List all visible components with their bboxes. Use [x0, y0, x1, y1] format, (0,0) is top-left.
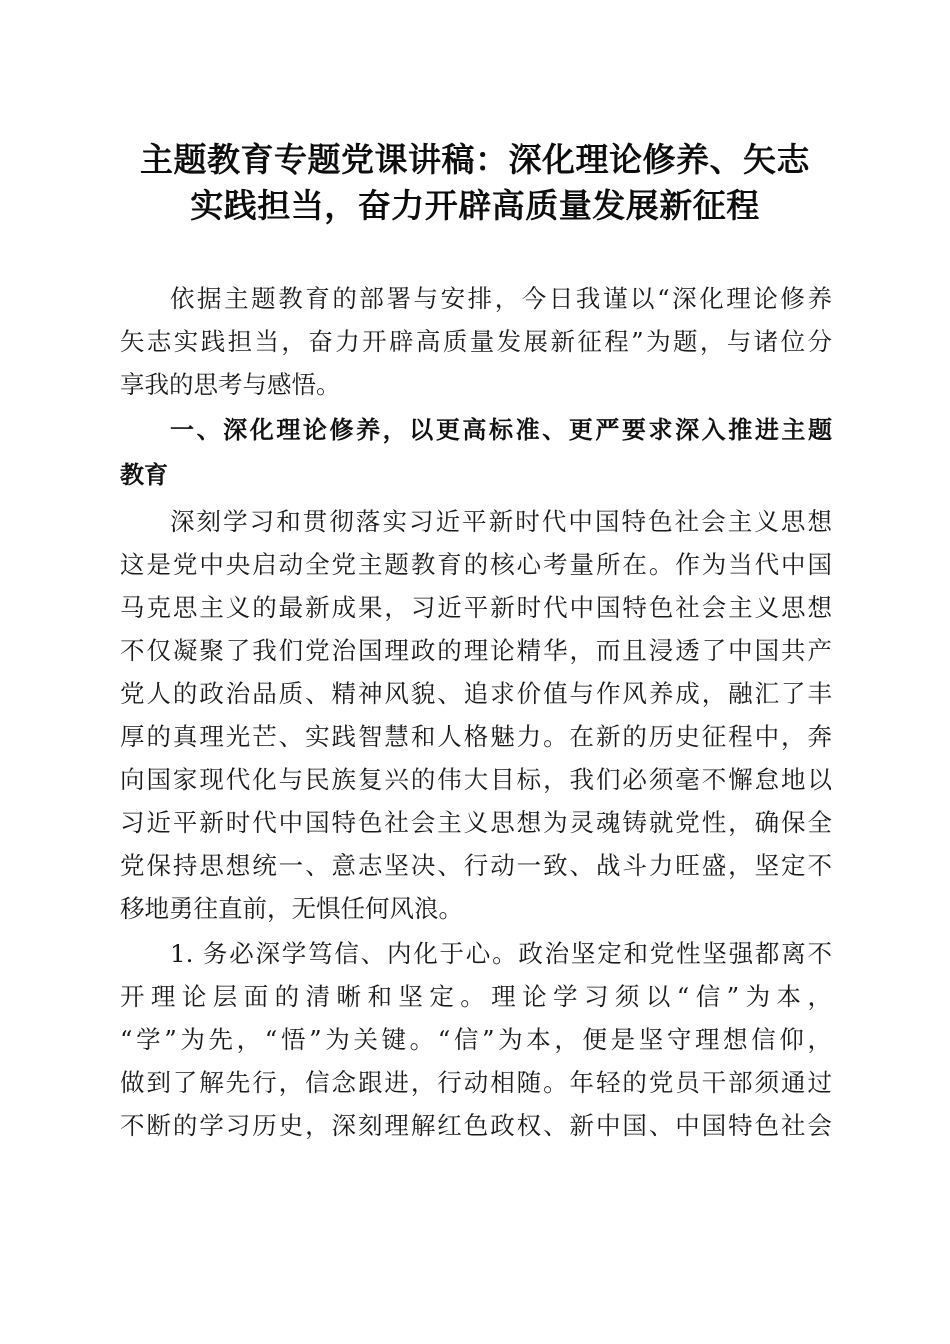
section-heading-line: 教育 — [120, 461, 168, 489]
intro-paragraph-line: 依据主题教育的部署与安排，今日我谨以“深化理论修养 — [170, 284, 832, 313]
document-title-line-2: 实践担当，奋力开辟高质量发展新征程 — [190, 186, 760, 225]
intro-paragraph-line: 矢志实践担当，奋力开辟高质量发展新征程”为题，与诸位分 — [120, 327, 832, 356]
numbered-paragraph-line: 不断的学习历史，深刻理解红色政权、新中国、中国特色社会 — [120, 1111, 832, 1140]
numbered-paragraph-line: 做到了解先行，信念跟进，行动相随。年轻的党员干部须通过 — [120, 1068, 832, 1097]
document-title-line-1: 主题教育专题党课讲稿：深化理论修养、矢志 — [140, 140, 810, 179]
numbered-paragraph-line: 开理论层面的清晰和坚定。理论学习须以“信”为本， — [120, 982, 832, 1011]
body-paragraph-line: 向国家现代化与民族复兴的伟大目标，我们必须毫不懈怠地以 — [120, 765, 832, 794]
body-paragraph-line: 马克思主义的最新成果，习近平新时代中国特色社会主义思想 — [120, 593, 832, 622]
body-paragraph-line: 移地勇往直前，无惧任何风浪。 — [120, 894, 463, 923]
section-heading-line: 一、深化理论修养，以更高标准、更严要求深入推进主题 — [170, 416, 832, 444]
numbered-paragraph-line: 1. 务必深学笃信、内化于心。政治坚定和党性坚强都离不 — [170, 939, 832, 968]
numbered-paragraph-line: “学”为先，“悟”为关键。“信”为本，便是坚守理想信仰， — [120, 1025, 832, 1054]
body-paragraph-line: 党人的政治品质、精神风貌、追求价值与作风养成，融汇了丰 — [120, 679, 832, 708]
body-paragraph-line: 习近平新时代中国特色社会主义思想为灵魂铸就党性，确保全 — [120, 808, 832, 837]
body-paragraph-line: 不仅凝聚了我们党治国理政的理论精华，而且浸透了中国共产 — [120, 636, 832, 665]
body-paragraph-line: 这是党中央启动全党主题教育的核心考量所在。作为当代中国 — [120, 550, 832, 579]
body-paragraph-line: 党保持思想统一、意志坚决、行动一致、战斗力旺盛，坚定不 — [120, 851, 832, 880]
body-paragraph-line: 深刻学习和贯彻落实习近平新时代中国特色社会主义思想 — [170, 507, 832, 536]
intro-paragraph-line: 享我的思考与感悟。 — [120, 370, 341, 399]
body-paragraph-line: 厚的真理光芒、实践智慧和人格魅力。在新的历史征程中，奔 — [120, 722, 832, 751]
